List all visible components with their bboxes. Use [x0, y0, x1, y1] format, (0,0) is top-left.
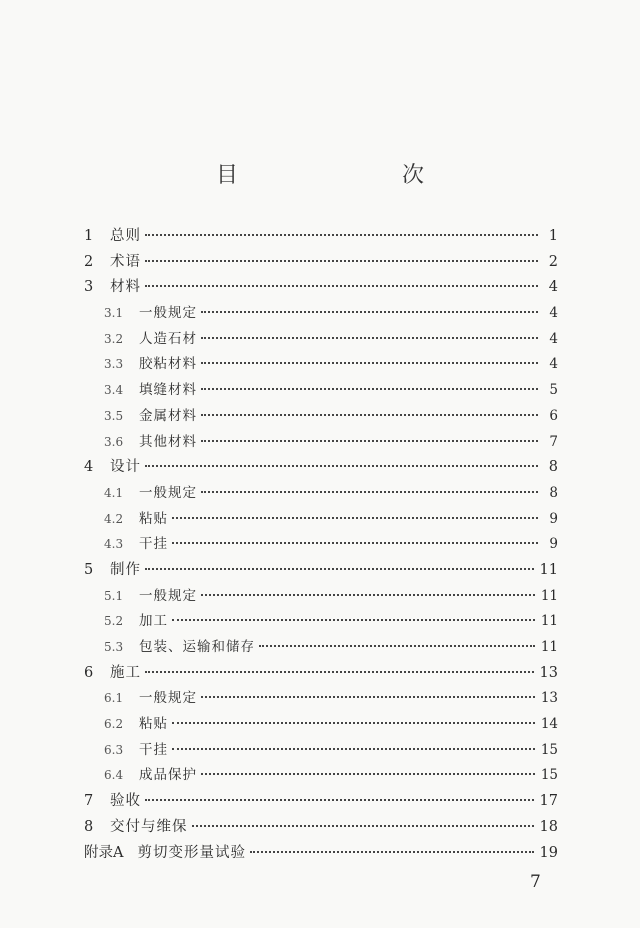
toc-dot-leader	[172, 517, 538, 519]
toc-entry-label: 总则	[110, 228, 141, 244]
toc-entry-page: 15	[540, 767, 558, 784]
toc-entry-number: 1	[84, 228, 94, 244]
toc-subsection-entry[interactable]	[84, 532, 558, 558]
toc-chapter-entry[interactable]	[84, 275, 558, 301]
toc-entry-label: 包装、运输和储存	[139, 639, 255, 655]
toc-entry-label: 一般规定	[139, 305, 197, 322]
toc-entry-number: 6	[84, 664, 94, 681]
toc-entry-label: 验收	[110, 793, 141, 810]
toc-dot-leader	[145, 285, 538, 287]
toc-entry-number: 6.1	[104, 691, 124, 706]
toc-entry-number: 5	[84, 561, 94, 578]
toc-entry-label: 干挂	[139, 536, 168, 553]
toc-entry-label: 术语	[110, 253, 141, 270]
toc-subsection-entry[interactable]	[84, 352, 558, 378]
toc-entry-label: 填缝材料	[139, 382, 197, 399]
toc-entry-label: 加工	[139, 613, 168, 630]
toc-entry-number: 3.4	[104, 383, 124, 398]
toc-entry-page: 19	[539, 844, 558, 861]
toc-entry-label: 胶粘材料	[139, 356, 197, 373]
toc-chapter-entry[interactable]	[84, 224, 558, 250]
toc-chapter-entry[interactable]	[84, 455, 558, 481]
toc-subsection-entry[interactable]	[84, 686, 558, 712]
toc-dot-leader	[145, 671, 534, 673]
toc-dot-leader	[201, 362, 538, 364]
toc-entry-number: 3.5	[104, 408, 124, 423]
toc-subsection-entry[interactable]	[84, 635, 558, 661]
toc-subsection-entry[interactable]	[84, 404, 558, 430]
toc-dot-leader	[172, 748, 535, 750]
toc-entry-label: 粘贴	[139, 510, 168, 527]
toc-subsection-entry[interactable]	[84, 378, 558, 404]
toc-entry-label: 设计	[110, 459, 141, 476]
toc-dot-leader	[145, 234, 538, 236]
toc-entry-number: 4.2	[104, 511, 124, 526]
toc-entry-page: 11	[540, 639, 558, 655]
toc-entry-page: 2	[548, 253, 558, 270]
toc-entry-number: 6.3	[104, 742, 124, 757]
toc-entry-number: 附录A	[84, 844, 124, 861]
toc-entry-number: 2	[84, 253, 94, 270]
toc-dot-leader	[201, 440, 538, 442]
toc-chapter-entry[interactable]	[84, 815, 558, 841]
toc-entry-page: 1	[548, 228, 558, 244]
toc-entry-page: 18	[539, 818, 558, 835]
toc-dot-leader	[172, 619, 535, 621]
toc-entry-label: 制作	[110, 561, 141, 578]
toc-dot-leader	[201, 311, 538, 313]
toc-dot-leader	[201, 337, 538, 339]
toc-entry-number: 3.1	[104, 306, 124, 321]
toc-subsection-entry[interactable]	[84, 763, 558, 789]
toc-dot-leader	[145, 260, 538, 262]
toc-entry-number: 4.3	[104, 537, 124, 552]
toc-entry-label: 一般规定	[139, 484, 197, 501]
toc-entry-number: 5.2	[104, 614, 124, 629]
toc-entry-page: 4	[549, 330, 558, 347]
toc-entry-page: 17	[539, 793, 558, 810]
toc-entry-number: 3	[84, 279, 94, 296]
toc-entry-page: 4	[549, 305, 558, 322]
toc-chapter-entry[interactable]	[84, 661, 558, 687]
toc-entry-page: 9	[549, 510, 558, 527]
toc-entry-number: 3.6	[104, 434, 124, 449]
toc-entry-page: 8	[548, 459, 558, 476]
toc-subsection-entry[interactable]	[84, 584, 558, 610]
toc-entry-page: 6	[549, 407, 558, 424]
page-number: 7	[530, 872, 541, 892]
toc-entry-number: 5.1	[104, 588, 124, 603]
toc-entry-label: 成品保护	[139, 767, 197, 784]
toc-entry-page: 13	[540, 690, 558, 707]
toc-entry-number: 7	[84, 793, 94, 810]
toc-entry-page: 7	[549, 433, 558, 450]
toc-subsection-entry[interactable]	[84, 301, 558, 327]
toc-entry-number: 6.4	[104, 768, 124, 783]
page-title: 目 次	[215, 163, 464, 188]
toc-entry-number: 3.3	[104, 357, 124, 372]
toc-entry-page: 4	[549, 356, 558, 373]
toc-entry-page: 11	[540, 587, 558, 604]
toc-entry-page: 13	[539, 664, 558, 681]
toc-entry-page: 15	[540, 741, 558, 758]
toc-entry-label: 材料	[110, 279, 141, 296]
toc-subsection-entry[interactable]	[84, 327, 558, 353]
toc-dot-leader	[192, 825, 534, 827]
toc-entry-page: 8	[549, 484, 558, 501]
toc-entry-number: 3.2	[104, 331, 124, 346]
toc-entry-page: 4	[548, 279, 558, 296]
toc-dot-leader	[201, 696, 535, 698]
toc-dot-leader	[145, 568, 534, 570]
toc-dot-leader	[201, 414, 538, 416]
toc-chapter-entry[interactable]	[84, 250, 558, 276]
toc-dot-leader	[201, 388, 538, 390]
toc-dot-leader	[172, 722, 535, 724]
toc-subsection-entry[interactable]	[84, 712, 558, 738]
toc-entry-number: 4.1	[104, 485, 124, 500]
toc-dot-leader	[201, 491, 538, 493]
toc-entry-page: 11	[539, 561, 558, 578]
toc-subsection-entry[interactable]	[84, 609, 558, 635]
toc-appendix-entry[interactable]	[84, 841, 558, 867]
toc-entry-label: 一般规定	[139, 587, 197, 604]
toc-dot-leader	[201, 773, 535, 775]
toc-entry-label: 金属材料	[139, 407, 197, 424]
toc-entry-page: 9	[549, 536, 558, 553]
toc-entry-page: 5	[549, 382, 558, 399]
toc-entry-label: 交付与维保	[110, 818, 188, 835]
toc-entry-page: 11	[540, 613, 558, 630]
toc-entry-page: 14	[540, 716, 558, 733]
toc-entry-label: 一般规定	[139, 690, 197, 707]
toc-dot-leader	[172, 542, 538, 544]
toc-entry-number: 8	[84, 818, 94, 835]
table-of-contents	[84, 224, 558, 866]
toc-chapter-entry[interactable]	[84, 789, 558, 815]
toc-entry-number: 4	[84, 459, 94, 476]
toc-dot-leader	[250, 851, 534, 853]
toc-subsection-entry[interactable]	[84, 430, 558, 456]
toc-entry-label: 干挂	[139, 741, 168, 758]
toc-entry-label: 剪切变形量试验	[137, 844, 246, 861]
toc-dot-leader	[145, 799, 534, 801]
toc-dot-leader	[259, 645, 535, 647]
toc-entry-number: 6.2	[104, 717, 124, 732]
toc-entry-label: 人造石材	[139, 330, 197, 347]
toc-entry-label: 施工	[110, 664, 141, 681]
toc-subsection-entry[interactable]	[84, 507, 558, 533]
toc-entry-number: 5.3	[104, 640, 124, 654]
toc-subsection-entry[interactable]	[84, 738, 558, 764]
toc-dot-leader	[145, 465, 538, 467]
toc-entry-label: 粘贴	[139, 716, 168, 733]
toc-entry-label: 其他材料	[139, 433, 197, 450]
toc-chapter-entry[interactable]	[84, 558, 558, 584]
toc-subsection-entry[interactable]	[84, 481, 558, 507]
toc-dot-leader	[201, 594, 535, 596]
